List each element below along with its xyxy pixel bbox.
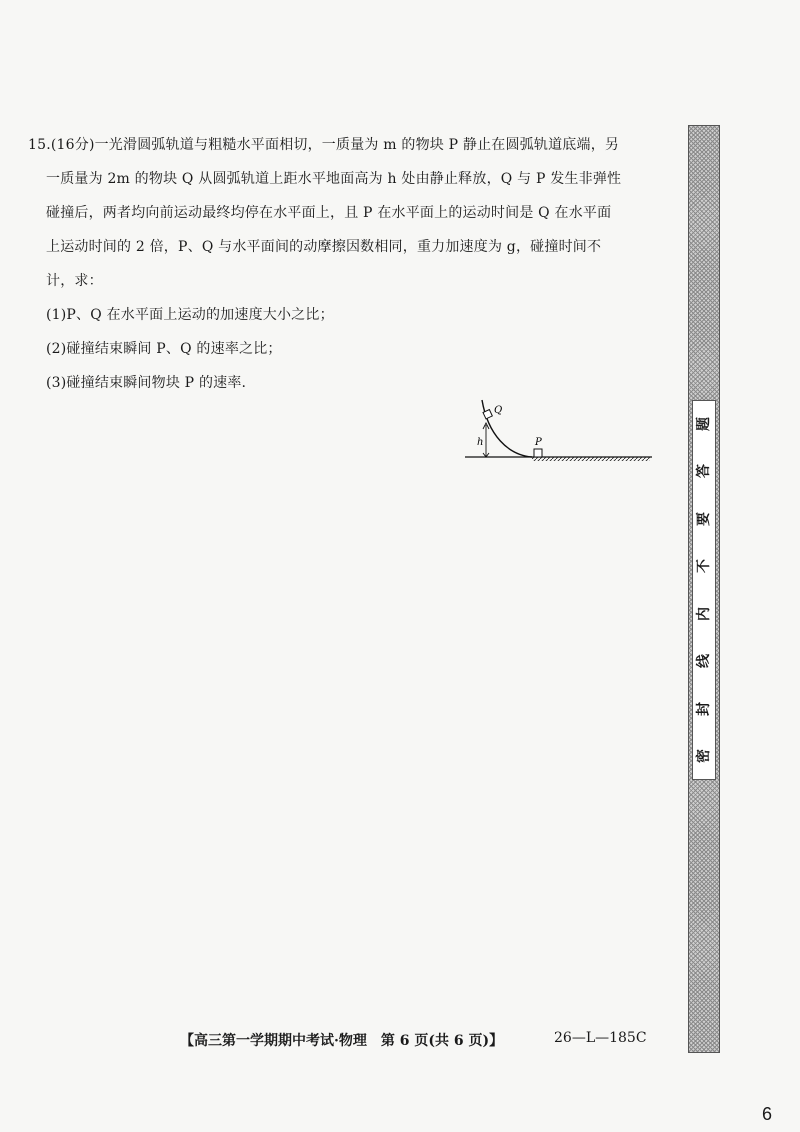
problem-line: 15.(16分)一光滑圆弧轨道与粗糙水平面相切，一质量为 m 的物块 P 静止在圆弧轨道底端，另 (28, 137, 620, 153)
page-footer (180, 1030, 660, 1050)
track-diagram (460, 395, 660, 470)
label-p: P (535, 437, 542, 448)
notice-char: 封 (696, 701, 712, 716)
problem-line: 一质量为 2m 的物块 Q 从圆弧轨道上距水平地面高为 h 处由静止释放，Q 与 P 发生非弹性 (46, 171, 622, 187)
notice-char: 线 (696, 654, 712, 669)
problem-line: 计，求： (46, 273, 103, 289)
problem-15 (28, 128, 668, 400)
question-2: (2)碰撞结束瞬间 P、Q 的速率之比； (46, 341, 282, 357)
problem-line: 碰撞后，两者均向前运动最终均停在水平面上，且 P 在水平面上的运动时间是 Q 在水平面 (46, 205, 612, 221)
label-h: h (477, 437, 484, 448)
page-number: 6 (761, 1104, 772, 1124)
footer-title: 【高三第一学期期中考试·物理 第 6 页(共 6 页)】 (180, 1033, 504, 1049)
arc-track (482, 400, 532, 457)
question-3: (3)碰撞结束瞬间物块 P 的速率. (46, 375, 247, 391)
notice-char: 内 (696, 606, 712, 621)
question-1: (1)P、Q 在水平面上运动的加速度大小之比； (46, 307, 334, 323)
notice-char: 答 (696, 464, 712, 479)
notice-char: 题 (696, 417, 712, 431)
notice-char: 不 (696, 559, 712, 574)
exam-code: 26—L—185C (554, 1030, 647, 1046)
no-answer-notice (692, 400, 716, 780)
block-p (534, 449, 542, 457)
notice-char: 密 (696, 748, 712, 763)
notice-char: 要 (696, 511, 712, 526)
rough-surface (532, 457, 650, 461)
label-q: Q (494, 405, 503, 416)
problem-line: 上运动时间的 2 倍，P、Q 与水平面间的动摩擦因数相同，重力加速度为 g，碰撞时间不 (46, 239, 602, 255)
